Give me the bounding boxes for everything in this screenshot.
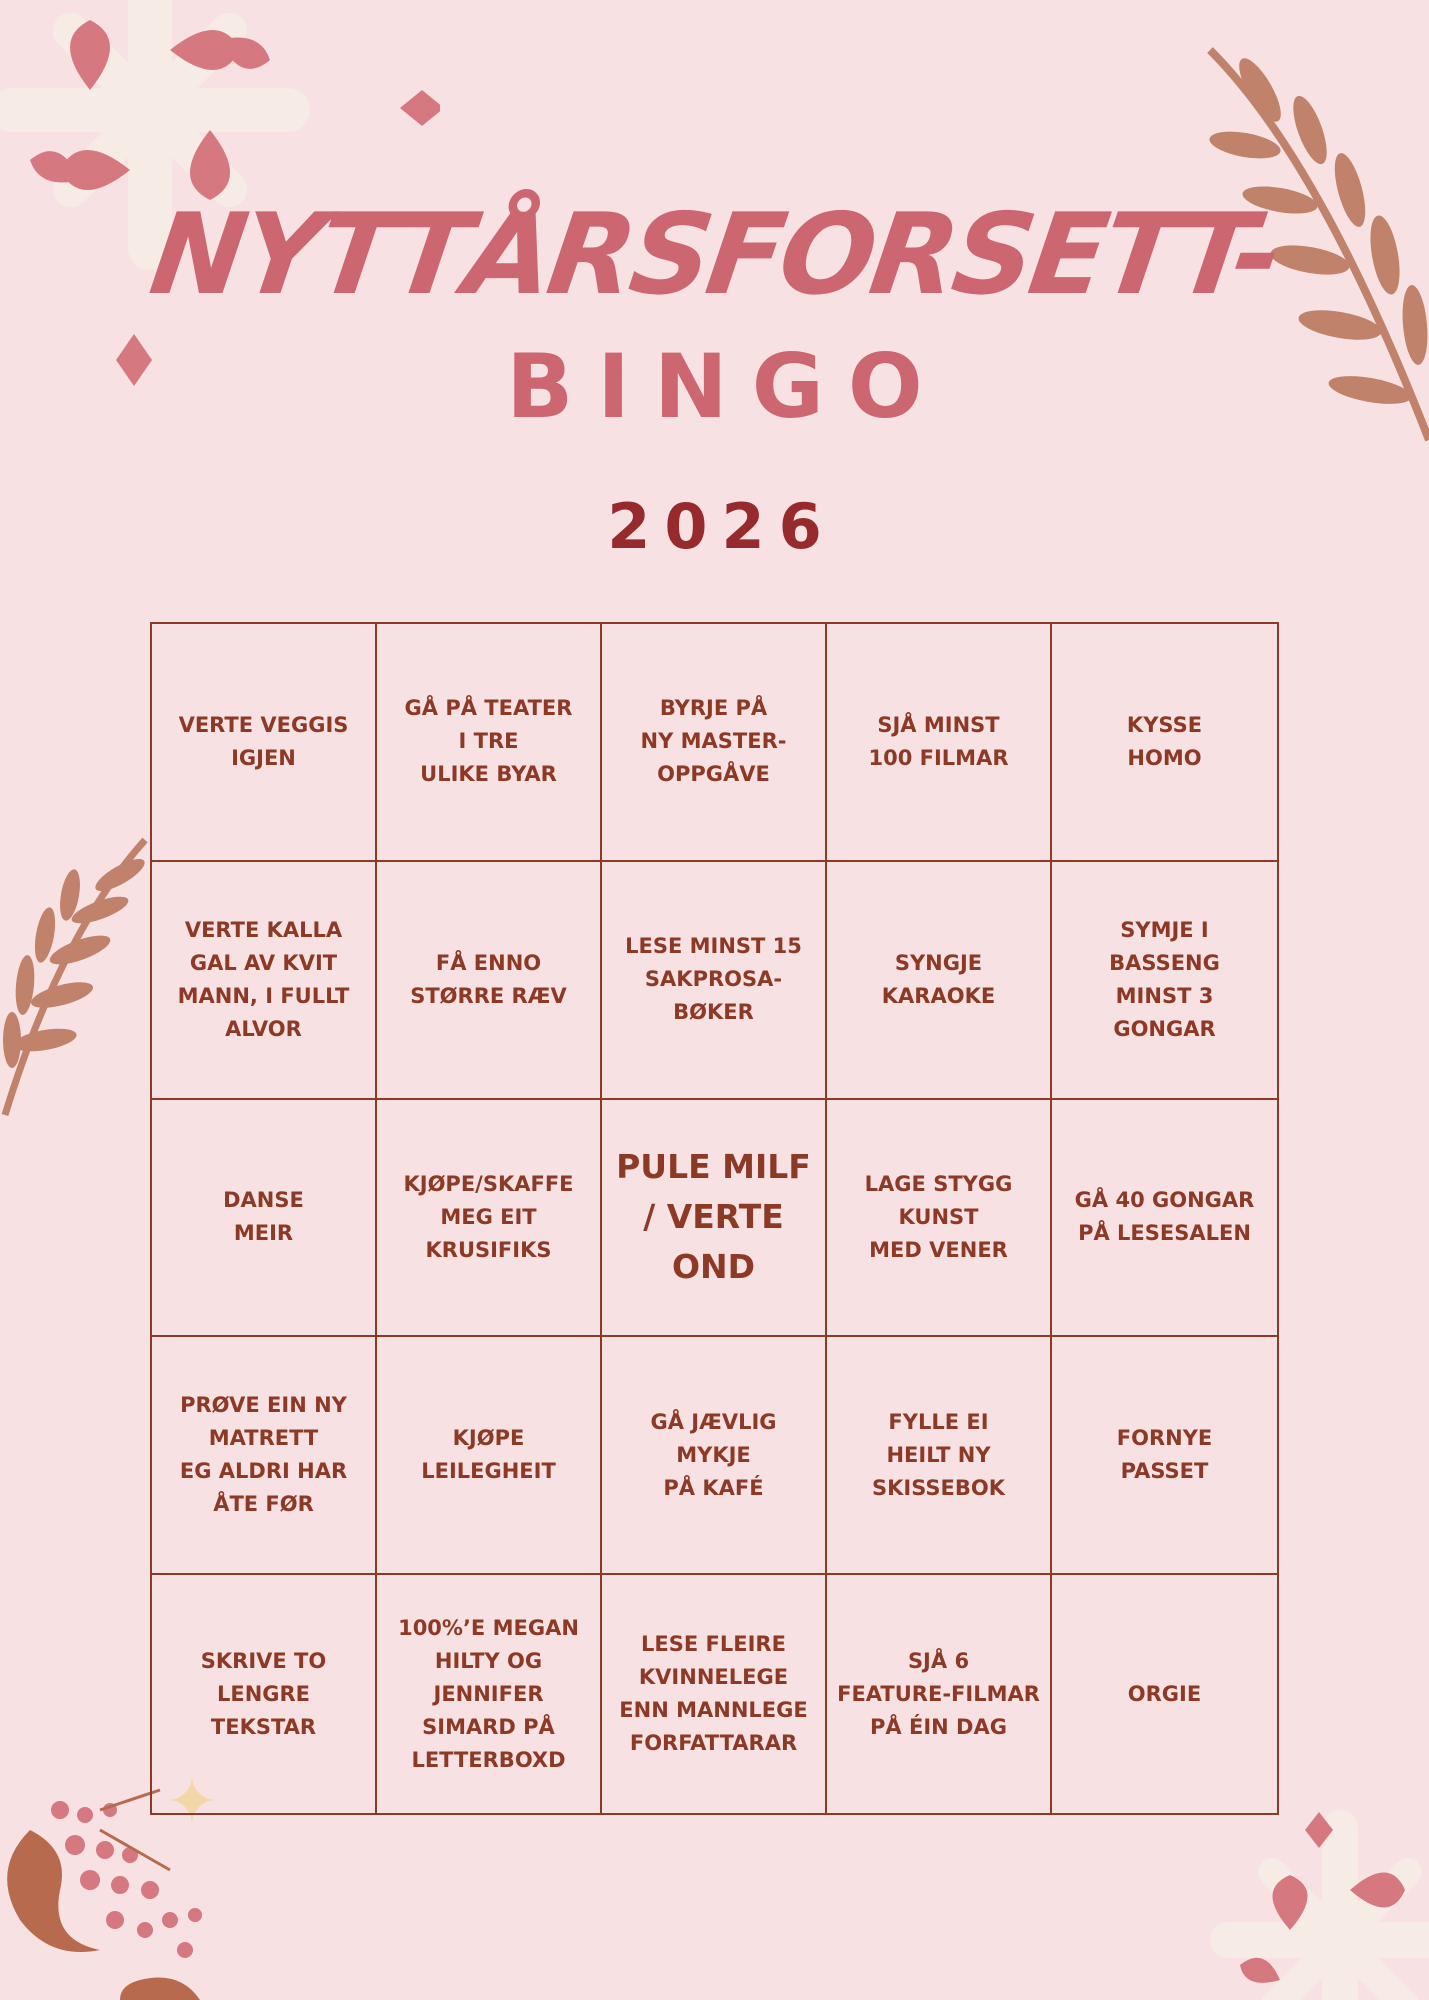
title-line-2: BINGO <box>506 335 947 438</box>
bingo-cell <box>827 1100 1052 1338</box>
bingo-cell <box>602 624 827 862</box>
bingo-cell <box>152 1575 377 1813</box>
bingo-cell-text: VERTE VEGGIS IGJEN <box>178 712 349 770</box>
bingo-cell-text: GÅ 40 GONGAR PÅ LESESALEN <box>1074 1188 1255 1246</box>
bingo-cell-text: LESE MINST 15 SAKPROSA- BØKER <box>625 934 802 1025</box>
bingo-cell <box>602 1575 827 1813</box>
bingo-cell-text: ORGIE <box>1127 1681 1202 1706</box>
bingo-cell <box>377 1575 602 1813</box>
bingo-cell <box>152 1337 377 1575</box>
bingo-cell-text: GÅ JÆVLIG MYKJE PÅ KAFÉ <box>650 1409 777 1500</box>
bingo-cell <box>827 624 1052 862</box>
bingo-cell <box>1052 1100 1277 1338</box>
bingo-cell-text: 100%’E MEGAN HILTY OG JENNIFER SIMARD PÅ LETTERBOXD <box>398 1615 579 1772</box>
bingo-grid <box>150 622 1279 1815</box>
bingo-cell <box>1052 624 1277 862</box>
bingo-cell <box>377 1337 602 1575</box>
bingo-cell-text: KJØPE/SKAFFE MEG EIT KRUSIFIKS <box>403 1171 574 1262</box>
bingo-cell <box>152 624 377 862</box>
bingo-cell <box>602 1337 827 1575</box>
bingo-cell-text: LAGE STYGG KUNST MED VENER <box>864 1171 1013 1262</box>
bingo-cell-text: FYLLE EI HEILT NY SKISSEBOK <box>872 1409 1005 1500</box>
bingo-cell <box>152 862 377 1100</box>
bingo-cell <box>827 1575 1052 1813</box>
bingo-cell <box>377 624 602 862</box>
bingo-cell-text: DANSE MEIR <box>223 1188 304 1246</box>
bingo-cell-text: SYMJE I BASSENG MINST 3 GONGAR <box>1109 917 1220 1041</box>
bingo-cell-text: PRØVE EIN NY MATRETT EG ALDRI HAR ÅTE FØR <box>179 1393 348 1517</box>
bingo-center-cell-text: PULE MILF / VERTE OND <box>616 1147 811 1287</box>
bingo-cell <box>152 1100 377 1338</box>
bingo-cell-text: LESE FLEIRE KVINNELEGE ENN MANNLEGE FORFATTARAR <box>619 1632 808 1756</box>
bingo-cell <box>827 862 1052 1100</box>
bingo-cell-text: BYRJE PÅ NY MASTER- OPPGÅVE <box>640 696 787 787</box>
bingo-cell-text: KYSSE HOMO <box>1126 712 1203 770</box>
bingo-cell <box>827 1337 1052 1575</box>
bingo-cell <box>377 862 602 1100</box>
bingo-cell-text: FÅ ENNO STØRRE RÆV <box>410 950 567 1008</box>
bingo-cell <box>1052 862 1277 1100</box>
bingo-cell-text: FORNYE PASSET <box>1116 1426 1213 1484</box>
leaf-branch-left-decoration <box>0 835 150 1125</box>
bingo-cell <box>602 862 827 1100</box>
year-heading: 2026 <box>607 490 836 563</box>
bingo-cell-text: SYNGJE KARAOKE <box>881 950 996 1008</box>
bingo-center-cell <box>602 1100 827 1338</box>
title-line-1: NYTTÅRSFORSETT- <box>143 190 1286 320</box>
bingo-cell <box>1052 1337 1277 1575</box>
bingo-cell <box>377 1100 602 1338</box>
bingo-cell-text: SKRIVE TO LENGRE TEKSTAR <box>200 1648 327 1739</box>
bingo-cell-text: SJÅ MINST 100 FILMAR <box>868 712 1009 770</box>
bingo-cell-text: VERTE KALLA GAL AV KVIT MANN, I FULLT ALVOR <box>177 917 350 1041</box>
bingo-cell <box>1052 1575 1277 1813</box>
bingo-cell-text: GÅ PÅ TEATER I TRE ULIKE BYAR <box>404 696 573 787</box>
bingo-cell-text: KJØPE LEILEGHEIT <box>421 1426 556 1484</box>
bingo-cell-text: SJÅ 6 FEATURE-FILMAR PÅ ÉIN DAG <box>837 1648 1040 1739</box>
